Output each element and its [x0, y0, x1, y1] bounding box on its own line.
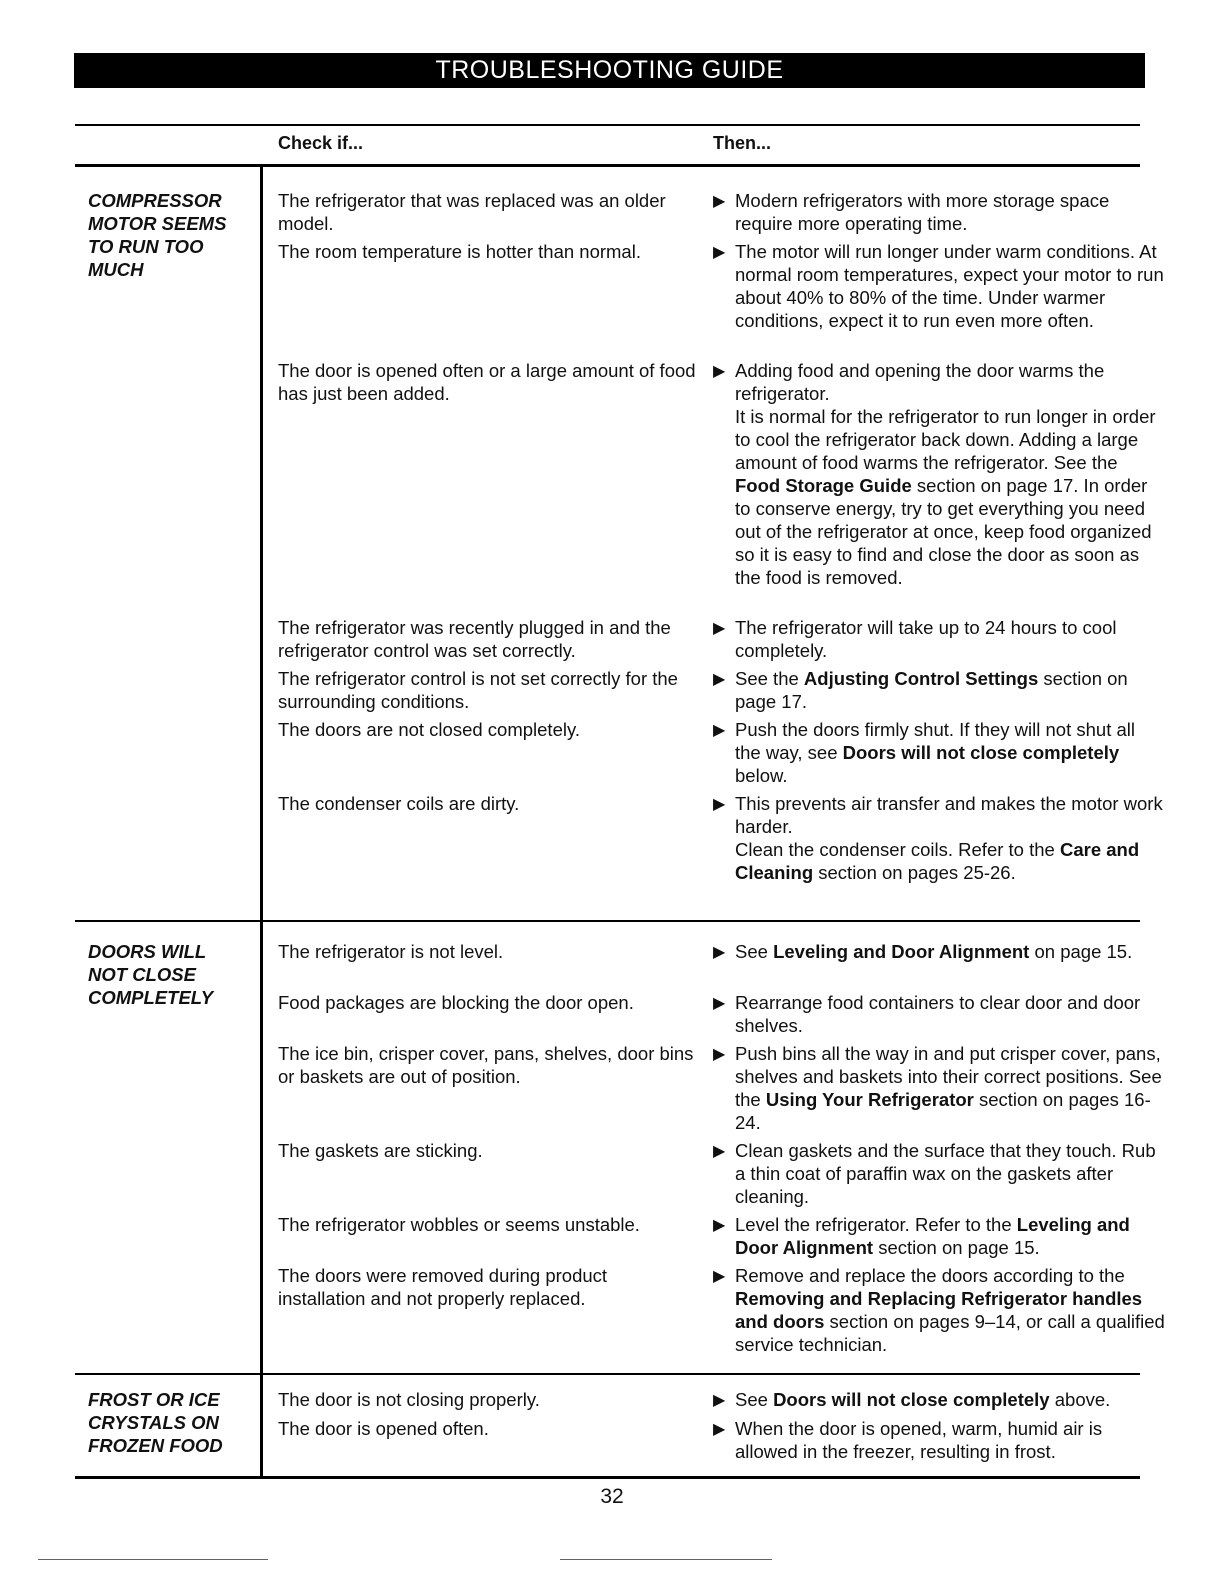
check-cell: The room temperature is hotter than normal.: [278, 241, 641, 262]
bullet-arrow-icon: ▶: [713, 722, 726, 739]
check-cell: The door is opened often.: [278, 1418, 489, 1439]
then-cell: [713, 1139, 1165, 1208]
then-cell: [713, 1213, 1165, 1259]
text-run: The motor will run longer under warm conditions. At normal room temperatures, expect your motor to run about 40% to 80% of the time. Under warmer conditions, expect it to run even more often.: [735, 241, 1164, 331]
table-top-rule: [75, 124, 1140, 126]
bullet-arrow-icon: ▶: [713, 620, 726, 637]
text-run: section on pages 9–14, or call a qualified service technician.: [735, 1311, 1165, 1355]
check-cell: The door is not closing properly.: [278, 1389, 540, 1410]
text-run: See: [735, 1389, 774, 1410]
then-paragraph: [735, 718, 1165, 787]
then-paragraph: [735, 616, 1165, 662]
section-reference: Doors will not close completely: [842, 742, 1120, 763]
bullet-arrow-icon: ▶: [713, 244, 726, 261]
then-cell: [713, 1417, 1165, 1463]
bullet-arrow-icon: ▶: [713, 995, 726, 1012]
text-run: Remove and replace the doors according to the: [735, 1265, 1125, 1286]
problem-column-divider: [260, 166, 263, 1478]
text-run: The refrigerator will take up to 24 hours to cool completely.: [735, 617, 1117, 661]
then-cell: [713, 1264, 1165, 1356]
text-run: section on page 17. In order to conserve energy, try to get everything you need out of the refrigerator at once, keep food organized so it is easy to find and close the door as soon as the food is removed.: [735, 475, 1152, 588]
text-run: section on pages 25-26.: [813, 862, 1016, 883]
section-reference: Leveling and Door Alignment: [773, 941, 1030, 962]
bullet-arrow-icon: ▶: [713, 1392, 726, 1409]
text-run: below.: [735, 765, 788, 786]
then-paragraph: [735, 1213, 1165, 1259]
column-header-check: Check if...: [278, 133, 364, 153]
bullet-arrow-icon: ▶: [713, 796, 726, 813]
then-cell: [713, 616, 1165, 662]
then-cell: [713, 667, 1165, 713]
check-cell: The ice bin, crisper cover, pans, shelves, door bins or baskets are out of position.: [278, 1043, 694, 1087]
then-cell: [713, 940, 1165, 963]
bullet-arrow-icon: ▶: [713, 1421, 726, 1438]
then-paragraph: [735, 1139, 1165, 1208]
footer-link-underline: [560, 1559, 772, 1560]
text-run: Level the refrigerator. Refer to the: [735, 1214, 1017, 1235]
table-bottom-rule: [75, 1476, 1140, 1479]
text-run: section on page 17.: [735, 668, 1128, 712]
text-run: Push the doors firmly shut. If they will not shut all the way, see: [735, 719, 1135, 763]
then-paragraph: [735, 1264, 1165, 1356]
check-cell: The door is opened often or a large amount of food has just been added.: [278, 360, 696, 404]
check-cell: The refrigerator control is not set correctly for the surrounding conditions.: [278, 668, 678, 712]
then-paragraph: [735, 240, 1165, 332]
then-paragraph: [735, 359, 1165, 405]
text-run: section on pages 16-24.: [735, 1089, 1151, 1133]
then-cell: [713, 1042, 1165, 1134]
text-run: above.: [1049, 1389, 1111, 1410]
bullet-arrow-icon: ▶: [713, 193, 726, 210]
then-paragraph: [735, 792, 1165, 838]
check-cell: The doors were removed during product installation and not properly replaced.: [278, 1265, 608, 1309]
section-reference: Leveling and Door Alignment: [735, 1214, 1130, 1258]
bullet-arrow-icon: ▶: [713, 363, 726, 380]
check-cell: The refrigerator was recently plugged in and the refrigerator control was set correctly.: [278, 617, 671, 661]
text-run: Push bins all the way in and put crisper cover, pans, shelves and baskets into their correct positions. See the: [735, 1043, 1162, 1110]
check-cell: The gaskets are sticking.: [278, 1140, 483, 1161]
text-run: section on page 15.: [873, 1237, 1040, 1258]
bullet-arrow-icon: ▶: [713, 1217, 726, 1234]
check-cell: Food packages are blocking the door open.: [278, 992, 634, 1013]
bullet-arrow-icon: ▶: [713, 944, 726, 961]
then-paragraph: [735, 1042, 1165, 1134]
section-reference: Doors will not close completely: [773, 1389, 1050, 1410]
then-paragraph: [735, 1417, 1165, 1463]
bullet-arrow-icon: ▶: [713, 1046, 726, 1063]
then-paragraph: [735, 991, 1165, 1037]
then-paragraph: [735, 405, 1165, 589]
section-reference: Care and Cleaning: [735, 839, 1140, 883]
check-cell: The refrigerator wobbles or seems unstable.: [278, 1214, 640, 1235]
text-run: When the door is opened, warm, humid air is allowed in the freezer, resulting in frost.: [735, 1418, 1103, 1462]
bullet-arrow-icon: ▶: [713, 671, 726, 688]
then-paragraph: [735, 1388, 1165, 1411]
text-run: Modern refrigerators with more storage space require more operating time.: [735, 190, 1110, 234]
text-run: Adding food and opening the door warms the refrigerator.: [735, 360, 1105, 404]
problem-doors-will-not-close: DOORS WILL NOT CLOSE COMPLETELY: [88, 941, 214, 1008]
text-run: See the: [735, 668, 804, 689]
page-title: TROUBLESHOOTING GUIDE: [74, 53, 1145, 88]
then-cell: [713, 359, 1165, 589]
section-reference: Food Storage Guide: [735, 475, 912, 496]
text-run: Rearrange food containers to clear door and door shelves.: [735, 992, 1141, 1036]
then-paragraph: [735, 189, 1165, 235]
then-cell: [713, 1388, 1165, 1411]
text-run: on page 15.: [1029, 941, 1133, 962]
then-cell: [713, 792, 1165, 884]
then-paragraph: [735, 940, 1165, 963]
text-run: Clean gaskets and the surface that they touch. Rub a thin coat of paraffin wax on the gaskets after cleaning.: [735, 1140, 1156, 1207]
bullet-arrow-icon: ▶: [713, 1268, 726, 1285]
then-cell: [713, 718, 1165, 787]
page-number: 32: [600, 1485, 624, 1508]
text-run: This prevents air transfer and makes the motor work harder.: [735, 793, 1163, 837]
check-cell: The condenser coils are dirty.: [278, 793, 520, 814]
column-header-then: Then...: [713, 133, 771, 153]
text-run: See: [735, 941, 774, 962]
then-paragraph: [735, 838, 1165, 884]
bullet-arrow-icon: ▶: [713, 1143, 726, 1160]
section-divider: [75, 1373, 1140, 1375]
section-divider: [75, 920, 1140, 922]
section-reference: Removing and Replacing Refrigerator handles and doors: [735, 1288, 1143, 1332]
text-run: Clean the condenser coils. Refer to the: [735, 839, 1060, 860]
text-run: It is normal for the refrigerator to run longer in order to cool the refrigerator back down. Adding a large amount of food warms the refrigerator. See the: [735, 406, 1156, 473]
then-cell: [713, 991, 1165, 1037]
section-reference: Using Your Refrigerator: [765, 1089, 974, 1110]
then-cell: [713, 189, 1165, 235]
then-cell: [713, 240, 1165, 332]
then-paragraph: [735, 667, 1165, 713]
check-cell: The doors are not closed completely.: [278, 719, 580, 740]
section-reference: Adjusting Control Settings: [803, 668, 1039, 689]
footer-link-underline: [38, 1559, 268, 1560]
check-cell: The refrigerator that was replaced was an older model.: [278, 190, 666, 234]
problem-compressor-runs-too-much: COMPRESSOR MOTOR SEEMS TO RUN TOO MUCH: [88, 190, 227, 280]
check-cell: The refrigerator is not level.: [278, 941, 504, 962]
header-bottom-rule: [75, 164, 1140, 167]
problem-frost-on-frozen-food: FROST OR ICE CRYSTALS ON FROZEN FOOD: [88, 1389, 223, 1456]
